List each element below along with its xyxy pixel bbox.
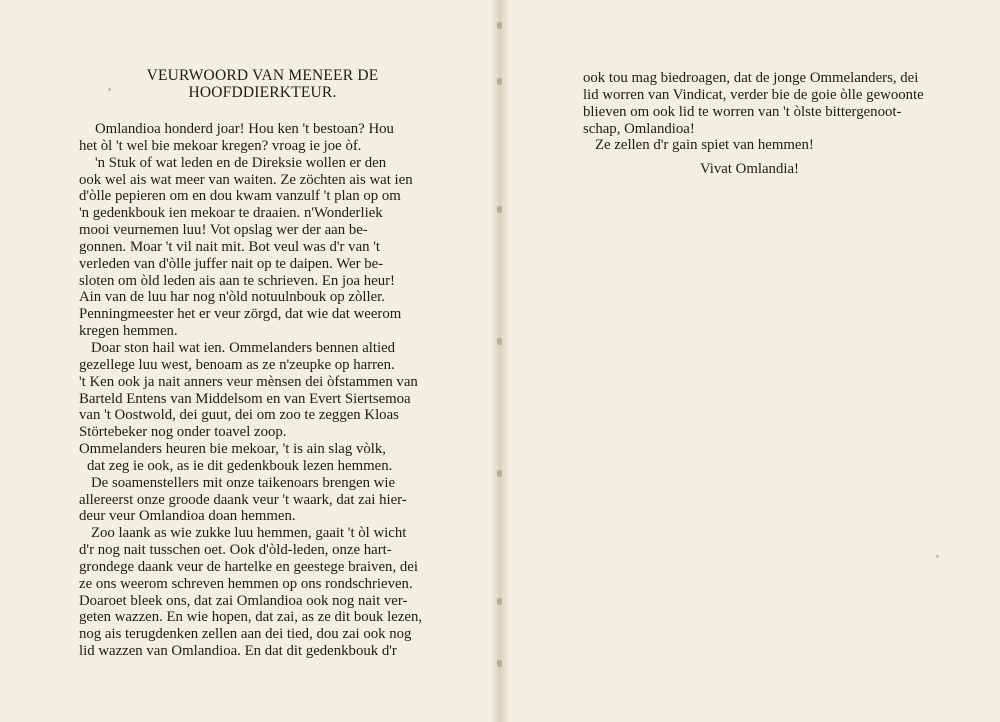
text-line: 'n gedenkbouk ien mekoar te draaien. n'Wonderliek — [79, 205, 383, 222]
text-line: ze ons weerom schreven hemmen op ons rondschrieven. — [79, 575, 413, 592]
text-line: schap, Omlandioa! — [583, 120, 695, 137]
text-line: allereerst onze groode daank veur 't waark, dat zai hier- — [79, 491, 407, 508]
text-line: van 't Oostwold, dei guut, dei om zoo te zeggen Kloas — [79, 407, 399, 424]
closing-line: Vivat Omlandia! — [700, 161, 799, 177]
text-line: ook tou mag biedroagen, dat de jonge Ommelanders, dei — [583, 70, 919, 86]
text-line: Ain van de luu har nog n'òld notuulnbouk op zòller. — [79, 289, 385, 306]
text-line: dat zeg ie ook, as ie dit gedenkbouk lezen hemmen. — [87, 457, 393, 474]
binding-stitch — [497, 22, 502, 29]
text-line: d'r nog nait tusschen oet. Ook d'òld-leden, onze hart- — [79, 542, 392, 559]
text-line: grondege daank veur de hartelke en geestege braiven, dei — [79, 558, 418, 575]
text-line: Doaroet bleek ons, dat zai Omlandioa ook nog nait ver- — [79, 592, 408, 609]
binding-stitch — [497, 598, 502, 605]
text-line: kregen hemmen. — [79, 323, 178, 340]
heading-line: VEURWOORD VAN MENEER DE — [146, 67, 379, 84]
text-line: d'òlle pepieren om en dou kwam vanzulf 't plan op om — [79, 188, 401, 205]
text-line: De soamenstellers mit onze taikenoars brengen wie — [91, 474, 396, 491]
text-line: mooi veurnemen luu! Vot opslag wer der aan be- — [79, 222, 368, 239]
text-line: geten wazzen. En wie hopen, dat zai, as ze dit bouk lezen, — [79, 609, 423, 626]
text-line: gonnen. Moar 't vil nait mit. Bot veul was d'r van 't — [79, 238, 381, 255]
right-page-text — [583, 70, 938, 154]
text-line: blieven om ook lid te worren van 't òlste bittergenoot- — [583, 103, 902, 120]
text-line: het òl 't wel bie mekoar kregen? vroag ie joe òf. — [79, 137, 362, 154]
text-line: Doar ston hail wat ien. Ommelanders bennen altied — [91, 339, 396, 356]
text-line: Penningmeester het er veur zörgd, dat wie dat weerom — [79, 306, 402, 323]
text-line: lid worren van Vindicat, verder bie de goie òlle gewoonte — [583, 86, 924, 103]
text-line: verleden van d'òlle juffer nait op te daipen. Wer be- — [79, 255, 384, 272]
text-line: Barteld Entens van Middelsom en van Evert Siertsemoa — [79, 390, 411, 407]
paper-spot — [936, 555, 939, 558]
text-line: 't Ken ook ja nait anners veur mènsen dei òfstammen van — [79, 373, 418, 390]
book-gutter — [492, 0, 508, 722]
text-line: lid wazzen van Omlandioa. En dat dit gedenkbouk d'r — [79, 643, 397, 660]
text-line: deur veur Omlandioa doan hemmen. — [79, 508, 296, 525]
text-line: 'n Stuk of wat leden en de Direksie wollen er den — [95, 154, 387, 171]
binding-stitch — [497, 470, 502, 477]
text-line: Ommelanders heuren bie mekoar, 't is ain slag vòlk, — [79, 441, 386, 458]
text-line: Störtebeker nog onder toavel zoop. — [79, 424, 287, 441]
binding-stitch — [497, 206, 502, 213]
binding-stitch — [497, 338, 502, 345]
text-line: nog ais terugdenken zellen aan dei tied, dou zai ook nog — [79, 626, 412, 643]
text-line: sloten om òld leden ais aan te schrieven. En joa heur! — [79, 272, 395, 289]
text-line: Omlandioa honderd joar! Hou ken 't bestoan? Hou — [95, 121, 394, 137]
text-line: gezellege luu west, benoam as ze n'zeupke op harren. — [79, 356, 395, 373]
preface-heading — [80, 68, 445, 101]
text-line: Zoo laank as wie zukke luu hemmen, gaait 't òl wicht — [91, 525, 407, 542]
left-page-text — [79, 121, 436, 660]
heading-line: HOOFDDIERKTEUR. — [188, 83, 337, 101]
text-line: Ze zellen d'r gain spiet van hemmen! — [595, 137, 814, 154]
binding-stitch — [497, 660, 502, 667]
text-line: ook wel ais wat meer van waiten. Ze zöchten ais wat ien — [79, 171, 413, 188]
binding-stitch — [497, 78, 502, 85]
